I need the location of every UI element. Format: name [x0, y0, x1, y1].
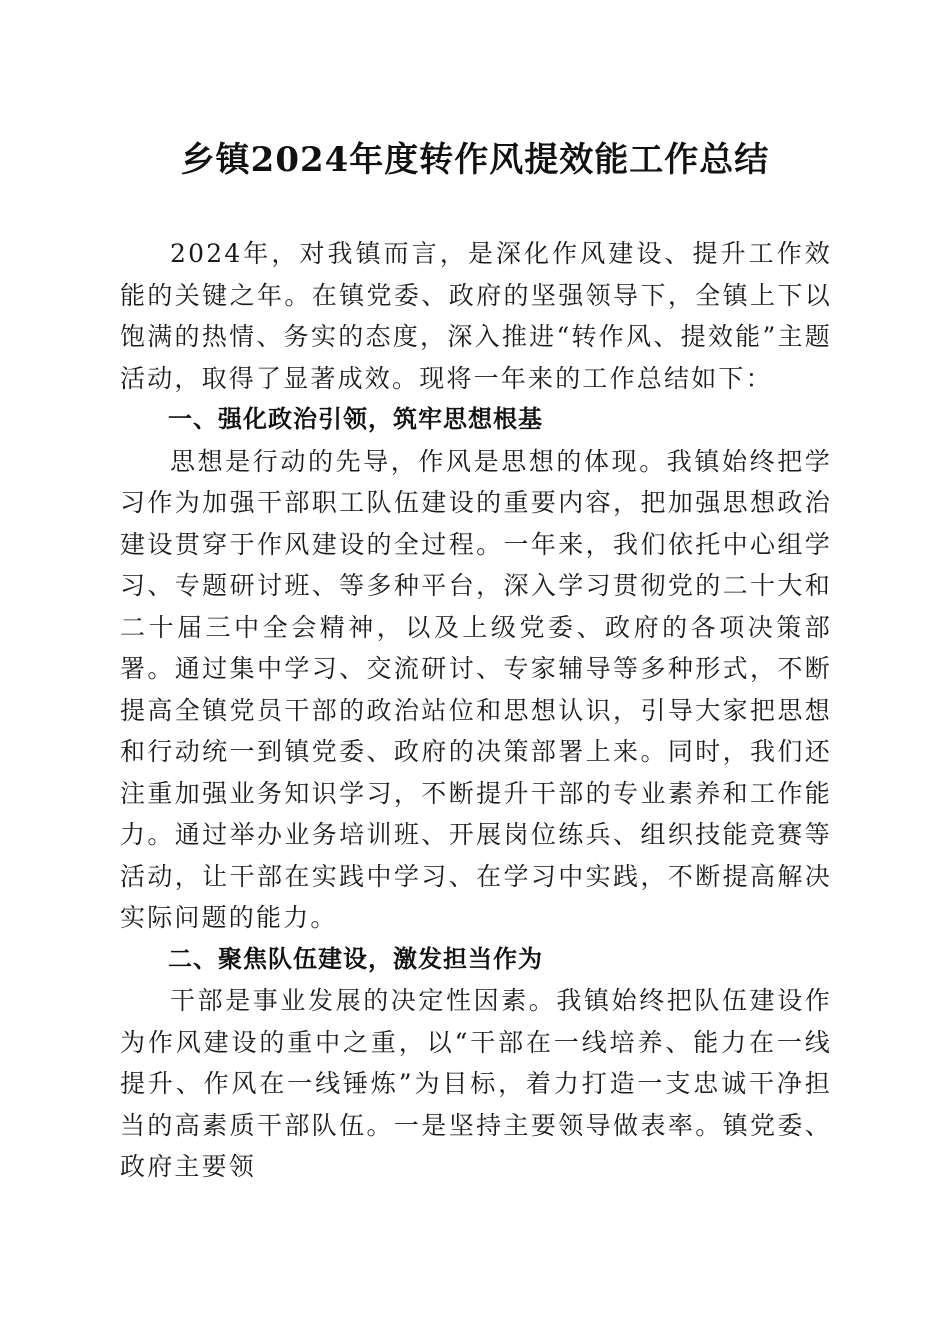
section-2-paragraph: 干部是事业发展的决定性因素。我镇始终把队伍建设作为作风建设的重中之重，以“干部在一线培养、能力在一线提升、作风在一线锤炼”为目标，着力打造一支忠诚干净担当的高素质干部队伍。一是坚持主要领导做表率。镇党委、政府主要领 [120, 986, 832, 1181]
section-1-paragraph: 思想是行动的先导，作风是思想的体现。我镇始终把学习作为加强干部职工队伍建设的重要内容，把加强思想政治建设贯穿于作风建设的全过程。一年来，我们依托中心组学习、专题研讨班、等多种平台，深入学习贯彻党的二十大和二十届三中全会精神，以及上级党委、政府的各项决策部署。通过集中学习、交流研讨、专家辅导等多种形式，不断提高全镇党员干部的政治站位和思想认识，引导大家把思想和行动统一到镇党委、政府的决策部署上来。同时，我们还注重加强业务知识学习，不断提升干部的专业素养和工作能力。通过举办业务培训班、开展岗位练兵、组织技能竞赛等活动，让干部在实践中学习、在学习中实践，不断提高解决实际问题的能力。 [120, 446, 832, 932]
section-2-heading: 二、聚焦队伍建设，激发担当作为 [168, 944, 543, 973]
document-title: 乡镇2024年度转作风提效能工作总结 [180, 140, 770, 180]
intro-paragraph: 2024年，对我镇而言，是深化作风建设、提升工作效能的关键之年。在镇党委、政府的坚强领导下，全镇上下以饱满的热情、务实的态度，深入推进“转作风、提效能”主题活动，取得了显著成效。现将一年来的工作总结如下： [120, 239, 832, 393]
section-1-heading: 一、强化政治引领，筑牢思想根基 [168, 405, 543, 433]
document-body [120, 233, 832, 1188]
